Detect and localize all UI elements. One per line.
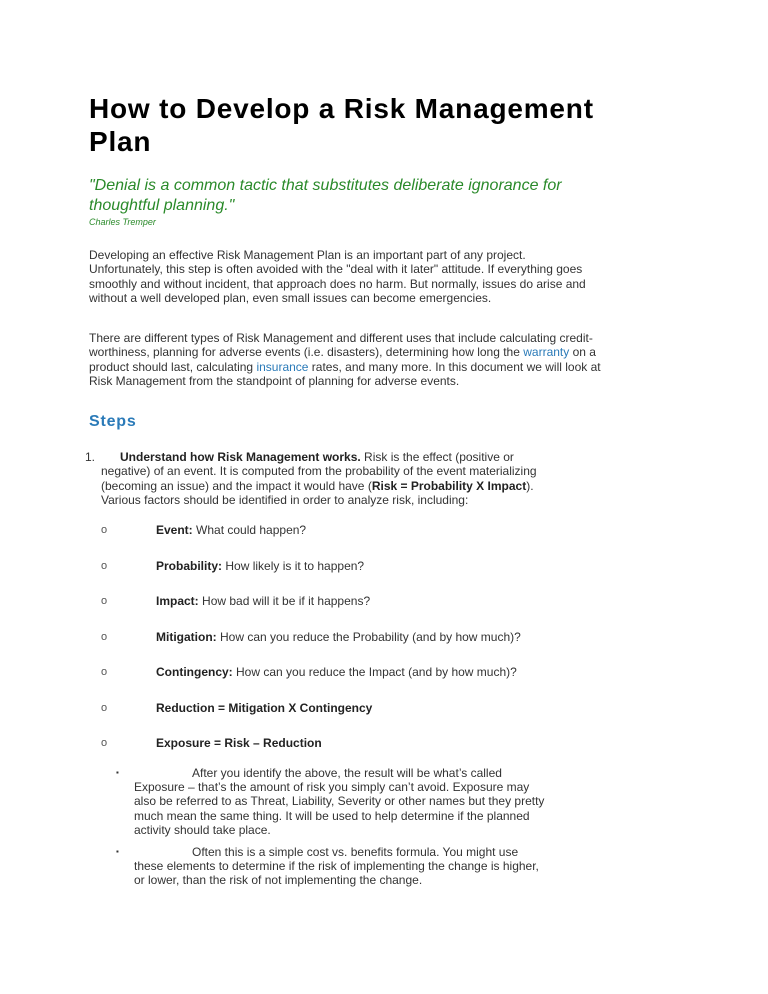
list-item: [156, 736, 322, 750]
item-text: How bad will it be if it happens?: [198, 594, 371, 608]
text: ). Various factors should be identified in order to analyze risk, including:: [101, 478, 534, 508]
step-1: [101, 450, 553, 508]
list-item: [156, 701, 372, 715]
circle-bullet-icon: o: [101, 524, 108, 536]
list-item: After you identify the above, the result will be what’s called Exposure – that’s the amount of risk you simply can’t avoid. Exposure may also be referred to as Threat, Liability, Severity or other names but they pretty much mean the same thing. It will be used to help determine if the planned activity should take place.: [134, 766, 545, 837]
list-item: [156, 630, 521, 644]
item-text: What could happen?: [192, 523, 307, 537]
square-bullet-icon: ▪: [116, 768, 119, 777]
quote: "Denial is a common tactic that substitutes deliberate ignorance for thoughtful planning.": [89, 177, 562, 214]
list-item: [156, 523, 306, 537]
item-text: How likely is it to happen?: [222, 558, 365, 573]
quote-author: Charles Tremper: [89, 217, 156, 227]
step-title: Understand how Risk Management works.: [120, 450, 361, 464]
circle-bullet-icon: o: [101, 737, 108, 749]
list-item: [156, 559, 364, 573]
text: rates, and many more. In this document we will look at Risk Management from the standpoint of planning for adverse events.: [89, 359, 601, 389]
formula: Risk = Probability X Impact: [371, 478, 527, 493]
circle-bullet-icon: o: [101, 666, 108, 678]
item-text: How can you reduce the Impact (and by how much)?: [232, 665, 517, 679]
text: There are different types of Risk Management and different uses that include calculating credit-worthiness, planning for adverse events (i.e. disasters), determining how long the: [89, 331, 593, 360]
item-label: Contingency:: [156, 665, 233, 679]
item-label: Impact:: [156, 594, 199, 608]
list-item: Often this is a simple cost vs. benefits formula. You might use these elements to determine if the risk of implementing the change is higher, or lower, than the risk of not implementing the change.: [134, 845, 539, 888]
item-label: Exposure = Risk – Reduction: [156, 736, 322, 750]
square-bullet-icon: ▪: [116, 847, 119, 856]
item-label: Reduction = Mitigation X Contingency: [156, 700, 373, 715]
circle-bullet-icon: o: [101, 559, 108, 572]
list-item: [156, 594, 370, 608]
text: on a product should last, calculating: [89, 345, 596, 374]
list-item: [156, 665, 517, 679]
item-label: Event:: [156, 523, 193, 537]
circle-bullet-icon: o: [101, 595, 108, 607]
page-title: How to Develop a Risk Management Plan: [89, 93, 594, 157]
intro-paragraph: Developing an effective Risk Management Plan is an important part of any project. Unfortunately, this step is often avoided with the "deal with it later" attitude. If everything goes smoothly and without incident, that approach does no harm. But normally, issues do arise and without a well developed plan, even small issues can become emergencies.: [89, 248, 586, 306]
steps-heading: Steps: [89, 413, 137, 430]
item-label: Mitigation:: [156, 629, 217, 644]
circle-bullet-icon: o: [101, 701, 108, 714]
step-number: 1.: [85, 450, 96, 464]
item-label: Probability:: [156, 558, 223, 573]
circle-bullet-icon: o: [101, 630, 108, 643]
warranty-link[interactable]: warranty: [523, 345, 570, 360]
second-paragraph: [89, 331, 601, 389]
item-text: How can you reduce the Probability (and by how much)?: [216, 629, 521, 644]
insurance-link[interactable]: insurance: [256, 359, 309, 374]
text: Risk is the effect (positive or negative) of an event. It is computed from the probability of the event materializing (becoming an issue) and the impact it would have (: [101, 450, 537, 493]
